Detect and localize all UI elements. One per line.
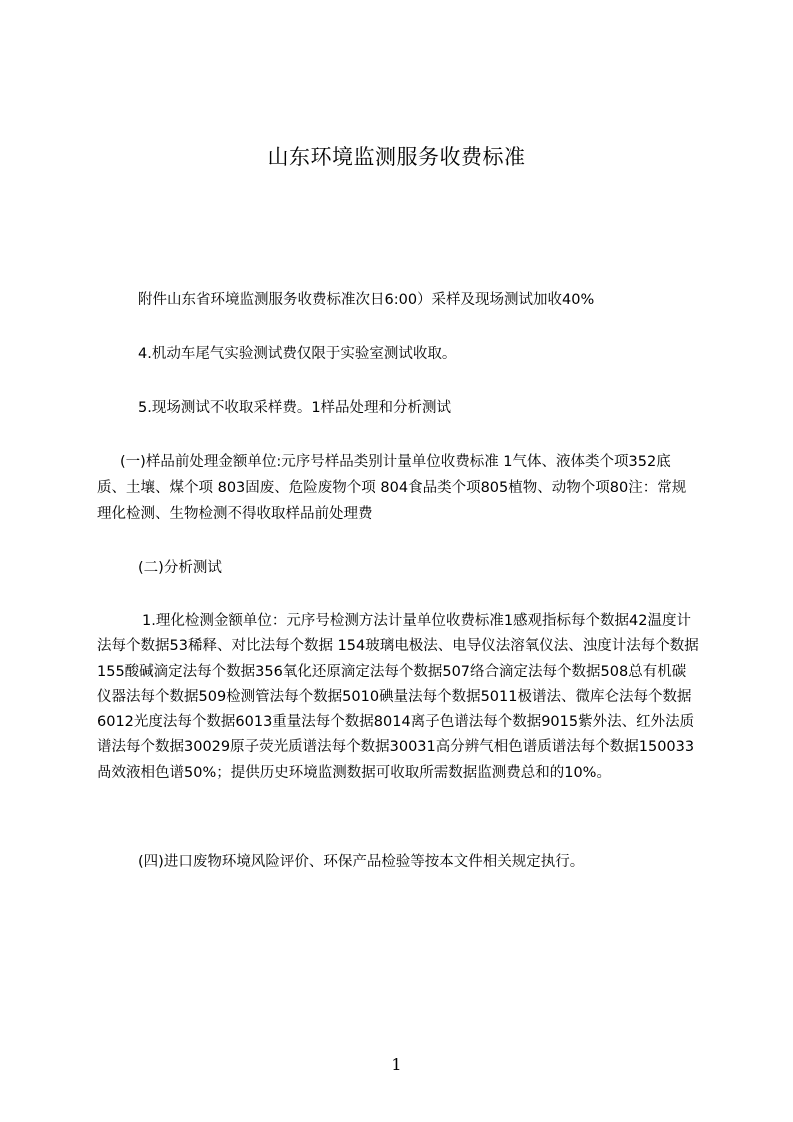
paragraph-sample-pretreatment: (一)样品前处理金额单位:元序号样品类别计量单位收费标准 1气体、液体类个项352底质、土壤、煤个项 803固废、危险废物个项 804食品类个项805植物、动物个项80注：常规理化检测、生物检测不得收取样品前处理费 [97, 454, 687, 522]
paragraph-vehicle-exhaust: 4.机动车尾气实验测试费仅限于实验室测试收取。 [138, 346, 457, 362]
paragraph-sampling-surcharge: 附件山东省环境监测服务收费标准次日6:00）采样及现场测试加收40% [138, 292, 595, 308]
page-title: 山东环境监测服务收费标准 [267, 145, 526, 169]
paragraph-import-waste: (四)进口废物环境风险评价、环保产品检验等按本文件相关规定执行。 [138, 854, 585, 870]
page-number: 1 [391, 1055, 402, 1074]
paragraph-physicochemical-testing: 1.理化检测金额单位：元序号检测方法计量单位收费标准1感观指标每个数据42温度计法每个数据53稀释、对比法每个数据 154玻璃电极法、电导仪法溶氧仪法、浊度计法每个数据155酸碱滴定法每个数据356氧化还原滴定法每个数据507络合滴定法每个数据508总有机碳仪器法每个数据509检测管法每个数据5010碘量法每个数据5011极谱法、微库仑法每个数据6012光度法每个数据6013重量法每个数据8014离子色谱法每个数据9015紫外法、红外法质谱法每个数据30029原子荧光质谱法每个数据30031高分辨气相色谱质谱法每个数据150033咼效液相色谱50%；提供历史环境监测数据可收取所需数据监测费总和的10%。 [97, 613, 699, 781]
paragraph-field-testing: 5.现场测试不收取采样费。1样品处理和分析测试 [138, 400, 452, 416]
paragraph-analysis-heading: (二)分析测试 [138, 560, 222, 576]
